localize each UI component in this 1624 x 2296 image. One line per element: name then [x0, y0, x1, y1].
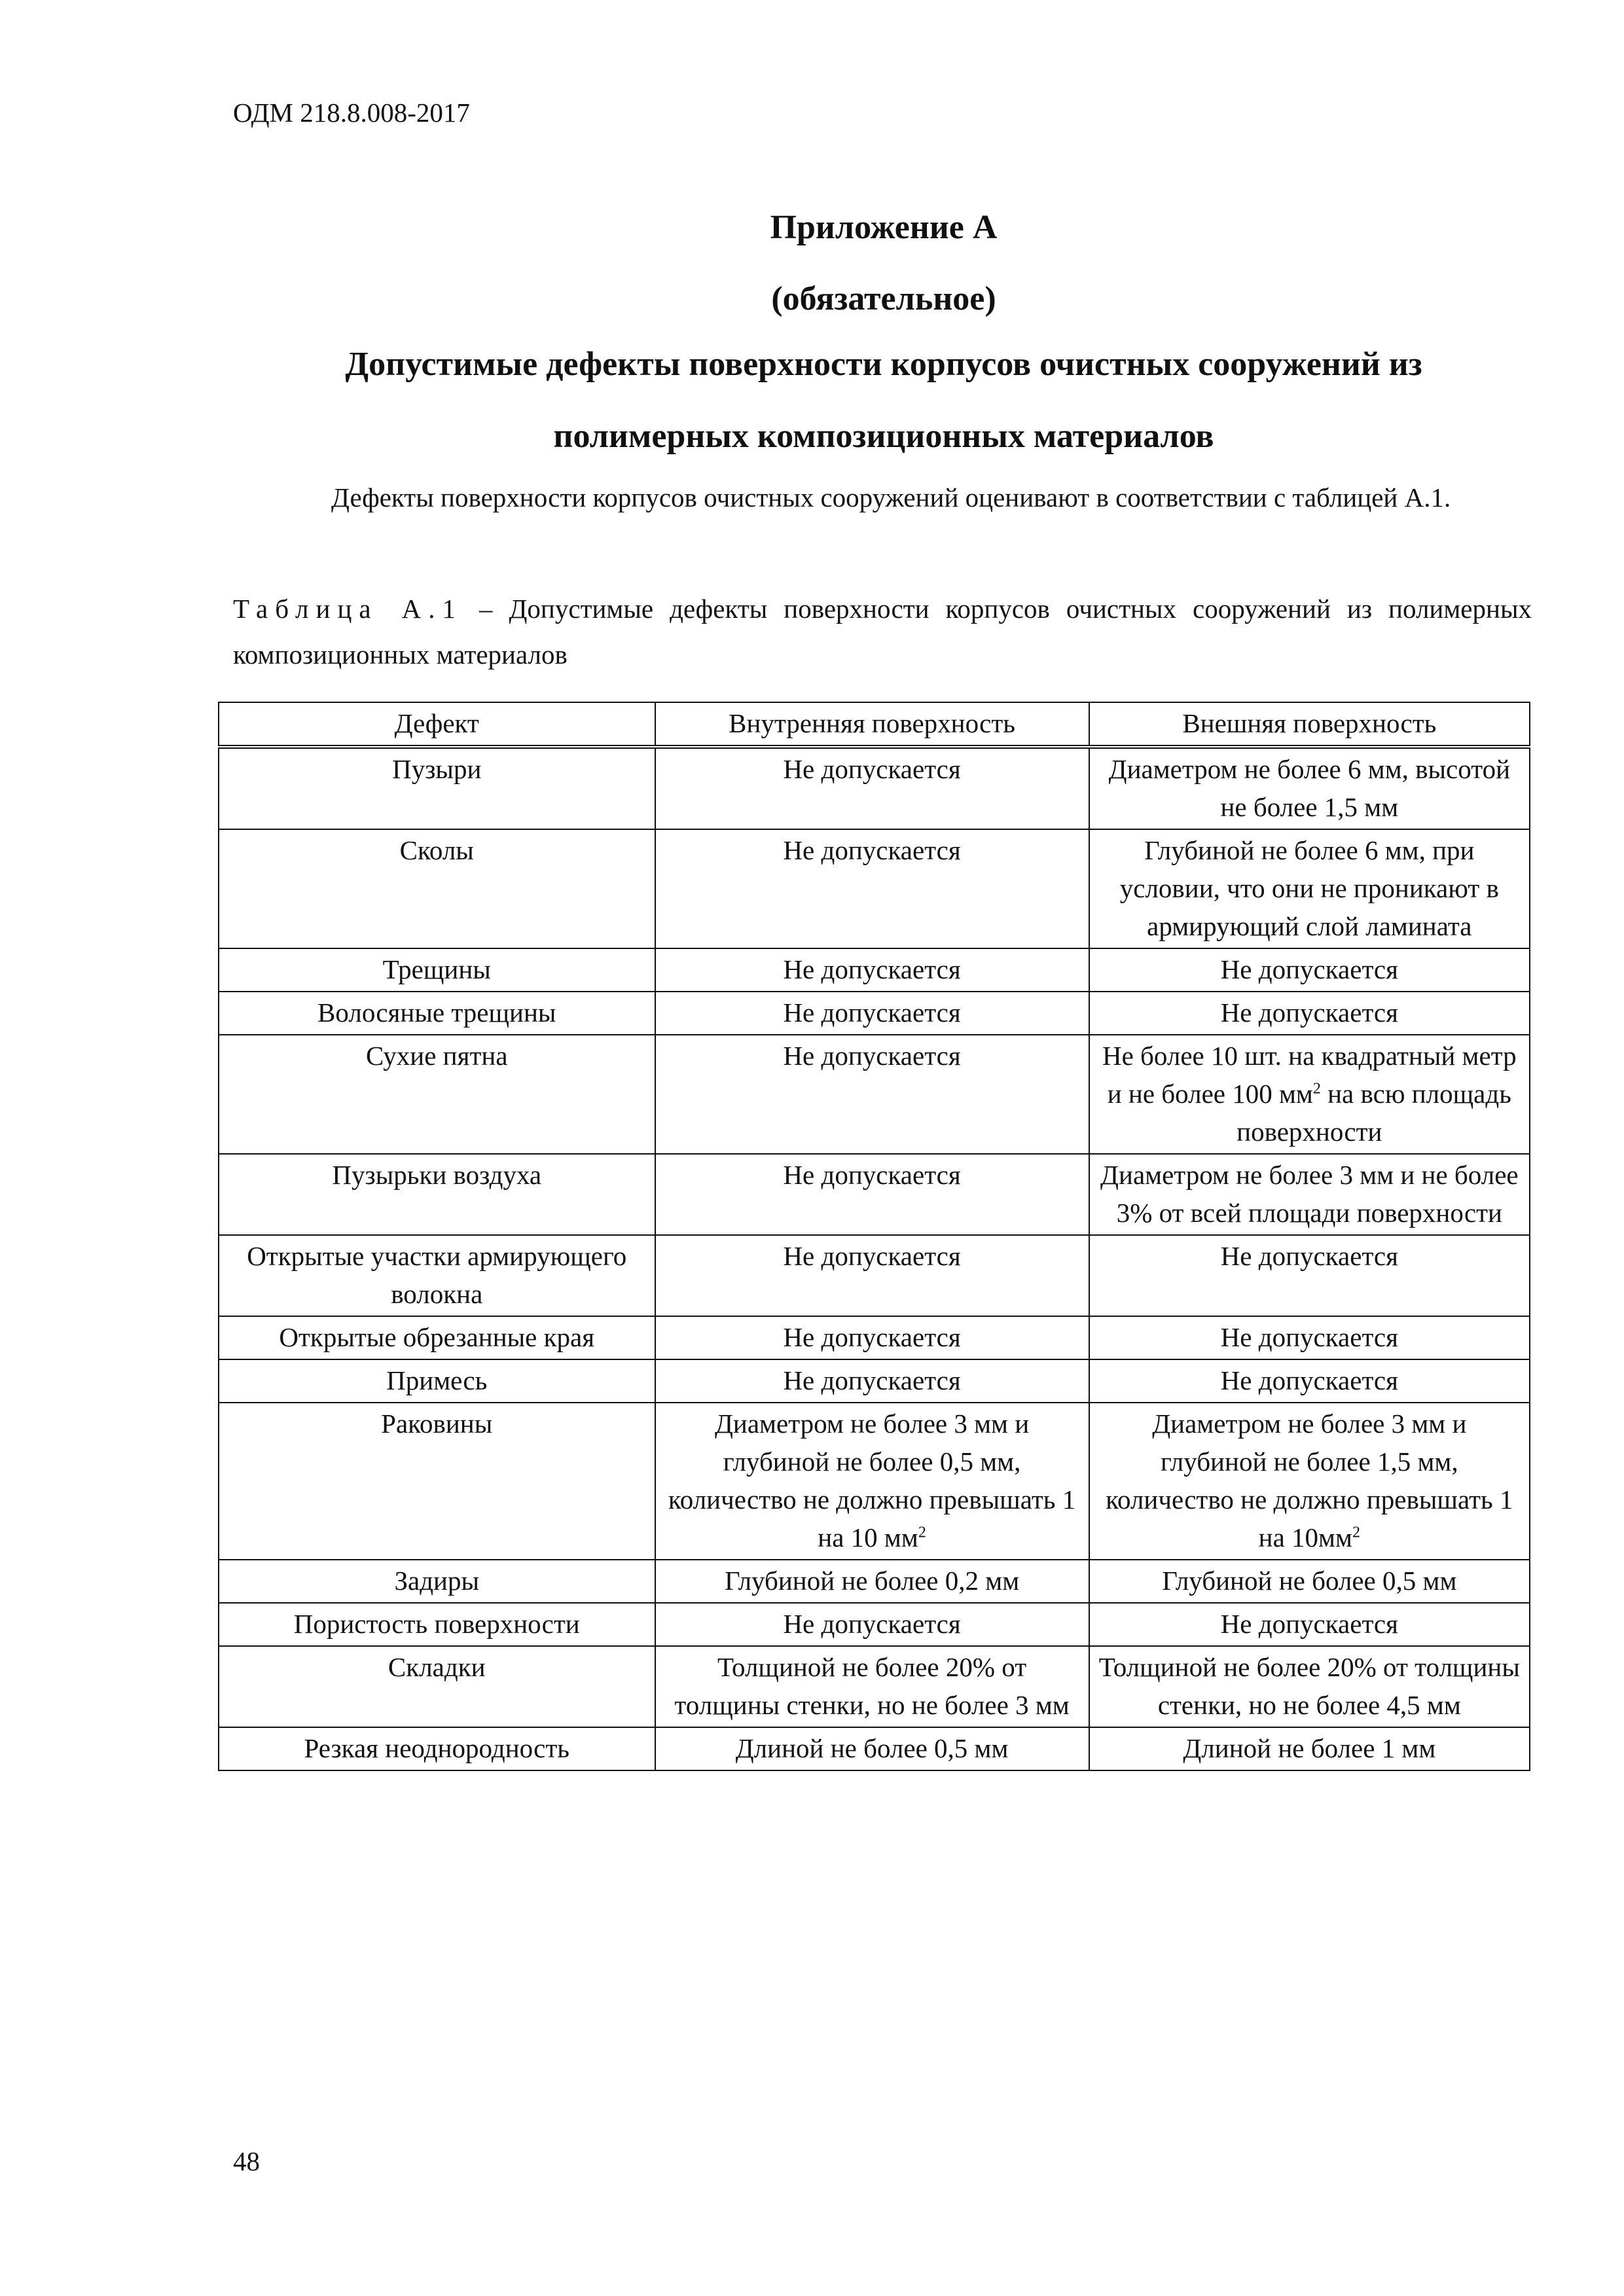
table-row: [219, 1403, 1530, 1560]
cell-inner: Не допускается: [655, 1603, 1089, 1646]
appendix-type: (обязательное): [771, 280, 996, 317]
cell-inner: Не допускается: [655, 1154, 1089, 1235]
cell-inner: Не допускается: [655, 1235, 1089, 1316]
header-inner-surface: Внутренняя поверхность: [655, 702, 1089, 747]
cell-outer: Глубиной не более 0,5 мм: [1089, 1560, 1530, 1603]
cell-outer: Диаметром не более 3 мм и не более 3% от всей площади поверхности: [1089, 1154, 1530, 1235]
table-row: [219, 1035, 1530, 1154]
cell-defect: Резкая неоднородность: [219, 1727, 655, 1770]
cell-outer-text-pre: Не более 10 шт. на квадратный метр и не более 100 мм: [1102, 1041, 1517, 1109]
cell-outer: Не допускается: [1089, 992, 1530, 1035]
intro-text: Дефекты поверхности корпусов очистных сооружений оценивают в соответствии с таблицей А.1.: [331, 482, 1451, 512]
table-row: [219, 1646, 1530, 1727]
cell-outer: [1089, 1403, 1530, 1560]
cell-inner: Глубиной не более 0,2 мм: [655, 1560, 1089, 1603]
cell-defect: Пузыри: [219, 747, 655, 829]
cell-defect: Примесь: [219, 1359, 655, 1403]
defects-table: [218, 702, 1530, 1771]
cell-outer: Толщиной не более 20% от толщины стенки, но не более 4,5 мм: [1089, 1646, 1530, 1727]
cell-inner: Не допускается: [655, 747, 1089, 829]
intro-paragraph: [233, 475, 1532, 520]
cell-outer: Не допускается: [1089, 1316, 1530, 1359]
superscript: 2: [1352, 1524, 1360, 1541]
cell-inner: Не допускается: [655, 948, 1089, 992]
table-row: [219, 829, 1530, 948]
cell-outer: Глубиной не более 6 мм, при условии, что они не проникают в армирующий слой ламината: [1089, 829, 1530, 948]
page-number: 48: [233, 2146, 260, 2176]
cell-inner: Длиной не более 0,5 мм: [655, 1727, 1089, 1770]
cell-outer: Не допускается: [1089, 1235, 1530, 1316]
header-outer-surface: Внешняя поверхность: [1089, 702, 1530, 747]
cell-outer-text-post: на всю площадь поверхности: [1236, 1079, 1511, 1147]
table-row: [219, 948, 1530, 992]
cell-defect: Открытые участки армирующего волокна: [219, 1235, 655, 1316]
cell-outer: Не допускается: [1089, 948, 1530, 992]
cell-outer: Диаметром не более 6 мм, высотой не более 1,5 мм: [1089, 747, 1530, 829]
cell-inner: Не допускается: [655, 1359, 1089, 1403]
cell-outer: Не допускается: [1089, 1359, 1530, 1403]
table-caption: [233, 586, 1532, 677]
cell-inner: Не допускается: [655, 1316, 1089, 1359]
table-row: [219, 1235, 1530, 1316]
table-row: [219, 1316, 1530, 1359]
cell-defect: Раковины: [219, 1403, 655, 1560]
appendix-heading-line2: полимерных композиционных материалов: [553, 418, 1214, 455]
table-row: [219, 1359, 1530, 1403]
cell-outer: [1089, 1035, 1530, 1154]
cell-defect: Сколы: [219, 829, 655, 948]
table-row: [219, 747, 1530, 829]
cell-defect: Открытые обрезанные края: [219, 1316, 655, 1359]
cell-defect: Сухие пятна: [219, 1035, 655, 1154]
appendix-heading-line1: Допустимые дефекты поверхности корпусов очистных сооружений из: [345, 346, 1422, 383]
table-header-row: [219, 702, 1530, 747]
cell-inner-text: Диаметром не более 3 мм и глубиной не более 0,5 мм, количество не должно превышать 1 на 10 мм: [668, 1408, 1076, 1552]
appendix-title: Приложение А: [770, 209, 998, 246]
table-row: [219, 1560, 1530, 1603]
cell-defect: Пузырьки воздуха: [219, 1154, 655, 1235]
table-caption-text: – Допустимые дефекты поверхности корпусов очистных сооружений из полимерных композиционных материалов: [233, 594, 1532, 670]
cell-outer-text: Диаметром не более 3 мм и глубиной не более 1,5 мм, количество не должно превышать 1 на 10мм: [1106, 1408, 1513, 1552]
cell-outer: Длиной не более 1 мм: [1089, 1727, 1530, 1770]
table-row: [219, 1727, 1530, 1770]
cell-defect: Трещины: [219, 948, 655, 992]
table-caption-label: Таблица А.1: [233, 594, 463, 624]
table-row: [219, 992, 1530, 1035]
superscript: 2: [918, 1524, 926, 1541]
cell-defect: Задиры: [219, 1560, 655, 1603]
table-row: [219, 1603, 1530, 1646]
cell-inner: Не допускается: [655, 829, 1089, 948]
cell-defect: Волосяные трещины: [219, 992, 655, 1035]
cell-outer: Не допускается: [1089, 1603, 1530, 1646]
table-row: [219, 1154, 1530, 1235]
cell-inner: Толщиной не более 20% от толщины стенки, но не более 3 мм: [655, 1646, 1089, 1727]
cell-inner: Не допускается: [655, 992, 1089, 1035]
superscript: 2: [1312, 1080, 1321, 1098]
cell-defect: Складки: [219, 1646, 655, 1727]
cell-defect: Пористость поверхности: [219, 1603, 655, 1646]
header-defect: Дефект: [219, 702, 655, 747]
document-code: ОДМ 218.8.008-2017: [233, 98, 470, 128]
cell-inner: Не допускается: [655, 1035, 1089, 1154]
cell-inner: [655, 1403, 1089, 1560]
